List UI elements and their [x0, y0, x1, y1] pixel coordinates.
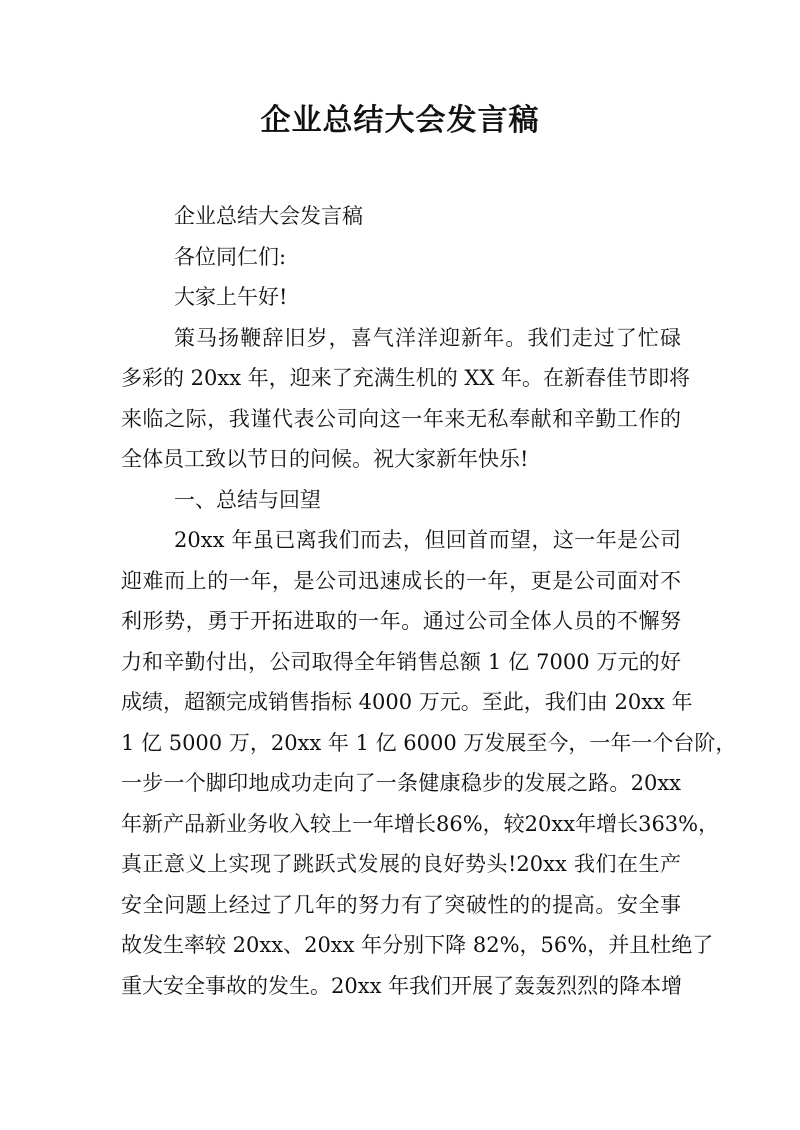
text-line: 20xx 年虽已离我们而去，但回首而望，这一年是公司 [174, 528, 681, 552]
text-line: 年新产品新业务收入较上一年增长86%，较20xx年增长363%， [121, 811, 720, 836]
text-line: 真正意义上实现了跳跃式发展的良好势头!20xx 我们在生产 [121, 852, 681, 876]
text-line: 策马扬鞭辞旧岁，喜气洋洋迎新年。我们走过了忙碌 [174, 325, 681, 350]
text-line: 各位同仁们: [174, 244, 287, 269]
text-line: 重大安全事故的发生。20xx 年我们开展了轰轰烈烈的降本增 [121, 973, 683, 998]
text-line: 企业总结大会发言稿 [174, 204, 363, 228]
document-body [121, 196, 737, 1006]
text-line: 力和辛勤付出，公司取得全年销售总额 1 亿 7000 万元的好 [121, 649, 681, 674]
text-line: 安全问题上经过了几年的努力有了突破性的的提高。安全事 [121, 892, 681, 917]
text-line: 故发生率较 20xx、20xx 年分别下降 82%，56%，并且杜绝了 [121, 933, 714, 957]
text-line: 来临之际，我谨代表公司向这一年来无私奉献和辛勤工作的 [121, 406, 681, 431]
text-line: 利形势，勇于开拓进取的一年。通过公司全体人员的不懈努 [121, 609, 681, 633]
text-line: 成绩，超额完成销售指标 4000 万元。至此，我们由 20xx 年 [121, 690, 693, 714]
text-line: 一、总结与回望 [174, 487, 321, 512]
document-title: 企业总结大会发言稿 [260, 103, 540, 138]
text-line: 全体员工致以节日的问候。祝大家新年快乐! [121, 447, 529, 471]
text-line: 一步一个脚印地成功走向了一条健康稳步的发展之路。20xx [121, 771, 681, 795]
text-line: 大家上午好! [174, 285, 288, 309]
text-line: 1 亿 5000 万，20xx 年 1 亿 6000 万发展至今，一年一个台阶， [121, 730, 737, 755]
text-line: 多彩的 20xx 年，迎来了充满生机的 XX 年。在新春佳节即将 [121, 366, 691, 390]
text-line: 迎难而上的一年，是公司迅速成长的一年，更是公司面对不 [121, 568, 681, 593]
